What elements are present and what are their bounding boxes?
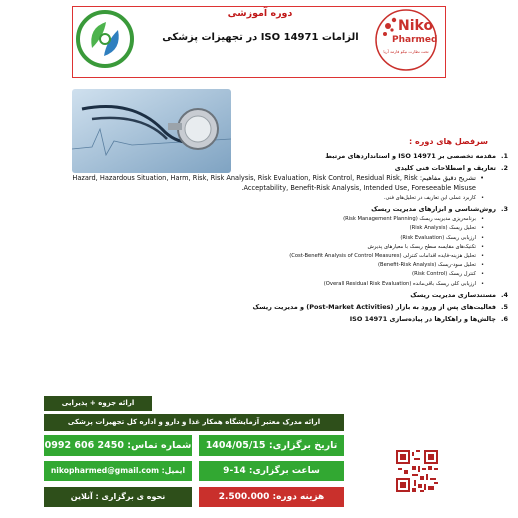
list-item: 6. چالش‌ها و راهکارها در پیاده‌سازی ISO 14971 (349, 314, 508, 323)
logo-brand-top: Niko (398, 18, 434, 34)
course-title: الزامات ISO 14971 در تجهیزات پزشکی (162, 32, 359, 43)
certificate-banner: ارائه مدرک معتبر آزمایشگاه همکار غذا و دارو و اداره کل تجهیزات پزشکی (44, 414, 344, 431)
list-item: 1. مقدمه تخصصی بر ISO 14971 و استانداردهای مرتبط (325, 152, 508, 160)
time-box: ساعت برگزاری: 14-9 (199, 461, 344, 481)
sub-item: • تحلیل ریسک (Risk Analysis) (409, 225, 484, 232)
qr-code-icon (396, 450, 438, 492)
sub-item: • تکنیک‌های مقایسه سطح ریسک با معیارهای پذیرش (367, 243, 484, 250)
email-box: ایمیل: nikopharmed@gmail.com (44, 461, 192, 481)
syllabus-list (48, 152, 508, 327)
list-item: 4. مستندسازی مدیریت ریسک (410, 290, 508, 299)
date-box: تاریخ برگزاری: 1404/05/15 (199, 435, 344, 456)
sub-item: • تحلیل سود-ریسک (Benefit-Risk Analysis) (378, 262, 484, 269)
phone-box: شماره تماس: 2450 606 0992 (44, 435, 192, 456)
logo-brand-bottom: Pharmed (392, 35, 438, 45)
list-item: 2. تعاریف و اصطلاحات فنی کلیدی • تشریح دقیق مفاهیم: Hazard, Hazardous Situation, Harm, Risk, Risk Analysis, Risk Evaluation, Risk Control, Residual Risk, Risk Acceptability, Benefit-Risk Analysis, Intended Use, Foreseeable Misuse. • کاربرد عملی این تعاریف در تحلیل‌های فنی. (48, 164, 508, 202)
logo-tagline: تحت نظارت نیکو فارمد آریا (383, 49, 429, 54)
mode-box: نحوه ی برگزاری : آنلاین (44, 487, 192, 507)
course-label: دوره آموزشی (227, 8, 293, 19)
sub-item: • ارزیابی ریسک (Risk Evaluation) (400, 234, 484, 241)
list-item: 3. روش‌شناسی و ابزارهای مدیریت ریسک • برنامه‌ریزی مدیریت ریسک (Risk Management Planning) • تحلیل ریسک (Risk Analysis) • ارزیابی ریسک (Risk Evaluation) • تکنیک‌های مقایسه سطح ریسک با معیارهای پذیرش • تحلیل هزینه-فایده اقدامات کنترلی (Cost-Benefit Analysis of Control Measures) • تحلیل سود-ریسک (Benefit-Risk Analysis) • کنترل ریسک (Risk Control) • ارزیابی کلی ریسک باقی‌مانده (Overall Residual Risk Evaluation) (48, 205, 508, 288)
sub-item: • ارزیابی کلی ریسک باقی‌مانده (Overall Residual Risk Evaluation) (323, 280, 484, 287)
syllabus-title: سرفصل های دوره : (409, 137, 488, 146)
sub-item: • تحلیل هزینه-فایده اقدامات کنترلی (Cost-Benefit Analysis of Control Measures) (289, 253, 484, 260)
fee-box: هزینه دوره: 2.500.000 (199, 487, 344, 507)
sub-item: • برنامه‌ریزی مدیریت ریسک (Risk Management Planning) (343, 216, 484, 223)
sub-item: • کنترل ریسک (Risk Control) (412, 271, 484, 278)
list-item: 5. فعالیت‌های پس از ورود به بازار (Post-Market Activities) و مدیریت ریسک (252, 302, 508, 311)
sub-item: • کاربرد عملی این تعاریف در تحلیل‌های فنی. (383, 195, 484, 201)
sub-item: • تشریح دقیق مفاهیم: Hazard, Hazardous Situation, Harm, Risk, Risk Analysis, Risk Evaluation, Risk Control, Residual Risk, Risk Acceptability, Benefit-Risk Analysis, Intended Use, Foreseeable Misuse. (72, 174, 484, 192)
pamphlet-badge: ارائه جزوه + پذیرایی (44, 396, 152, 411)
